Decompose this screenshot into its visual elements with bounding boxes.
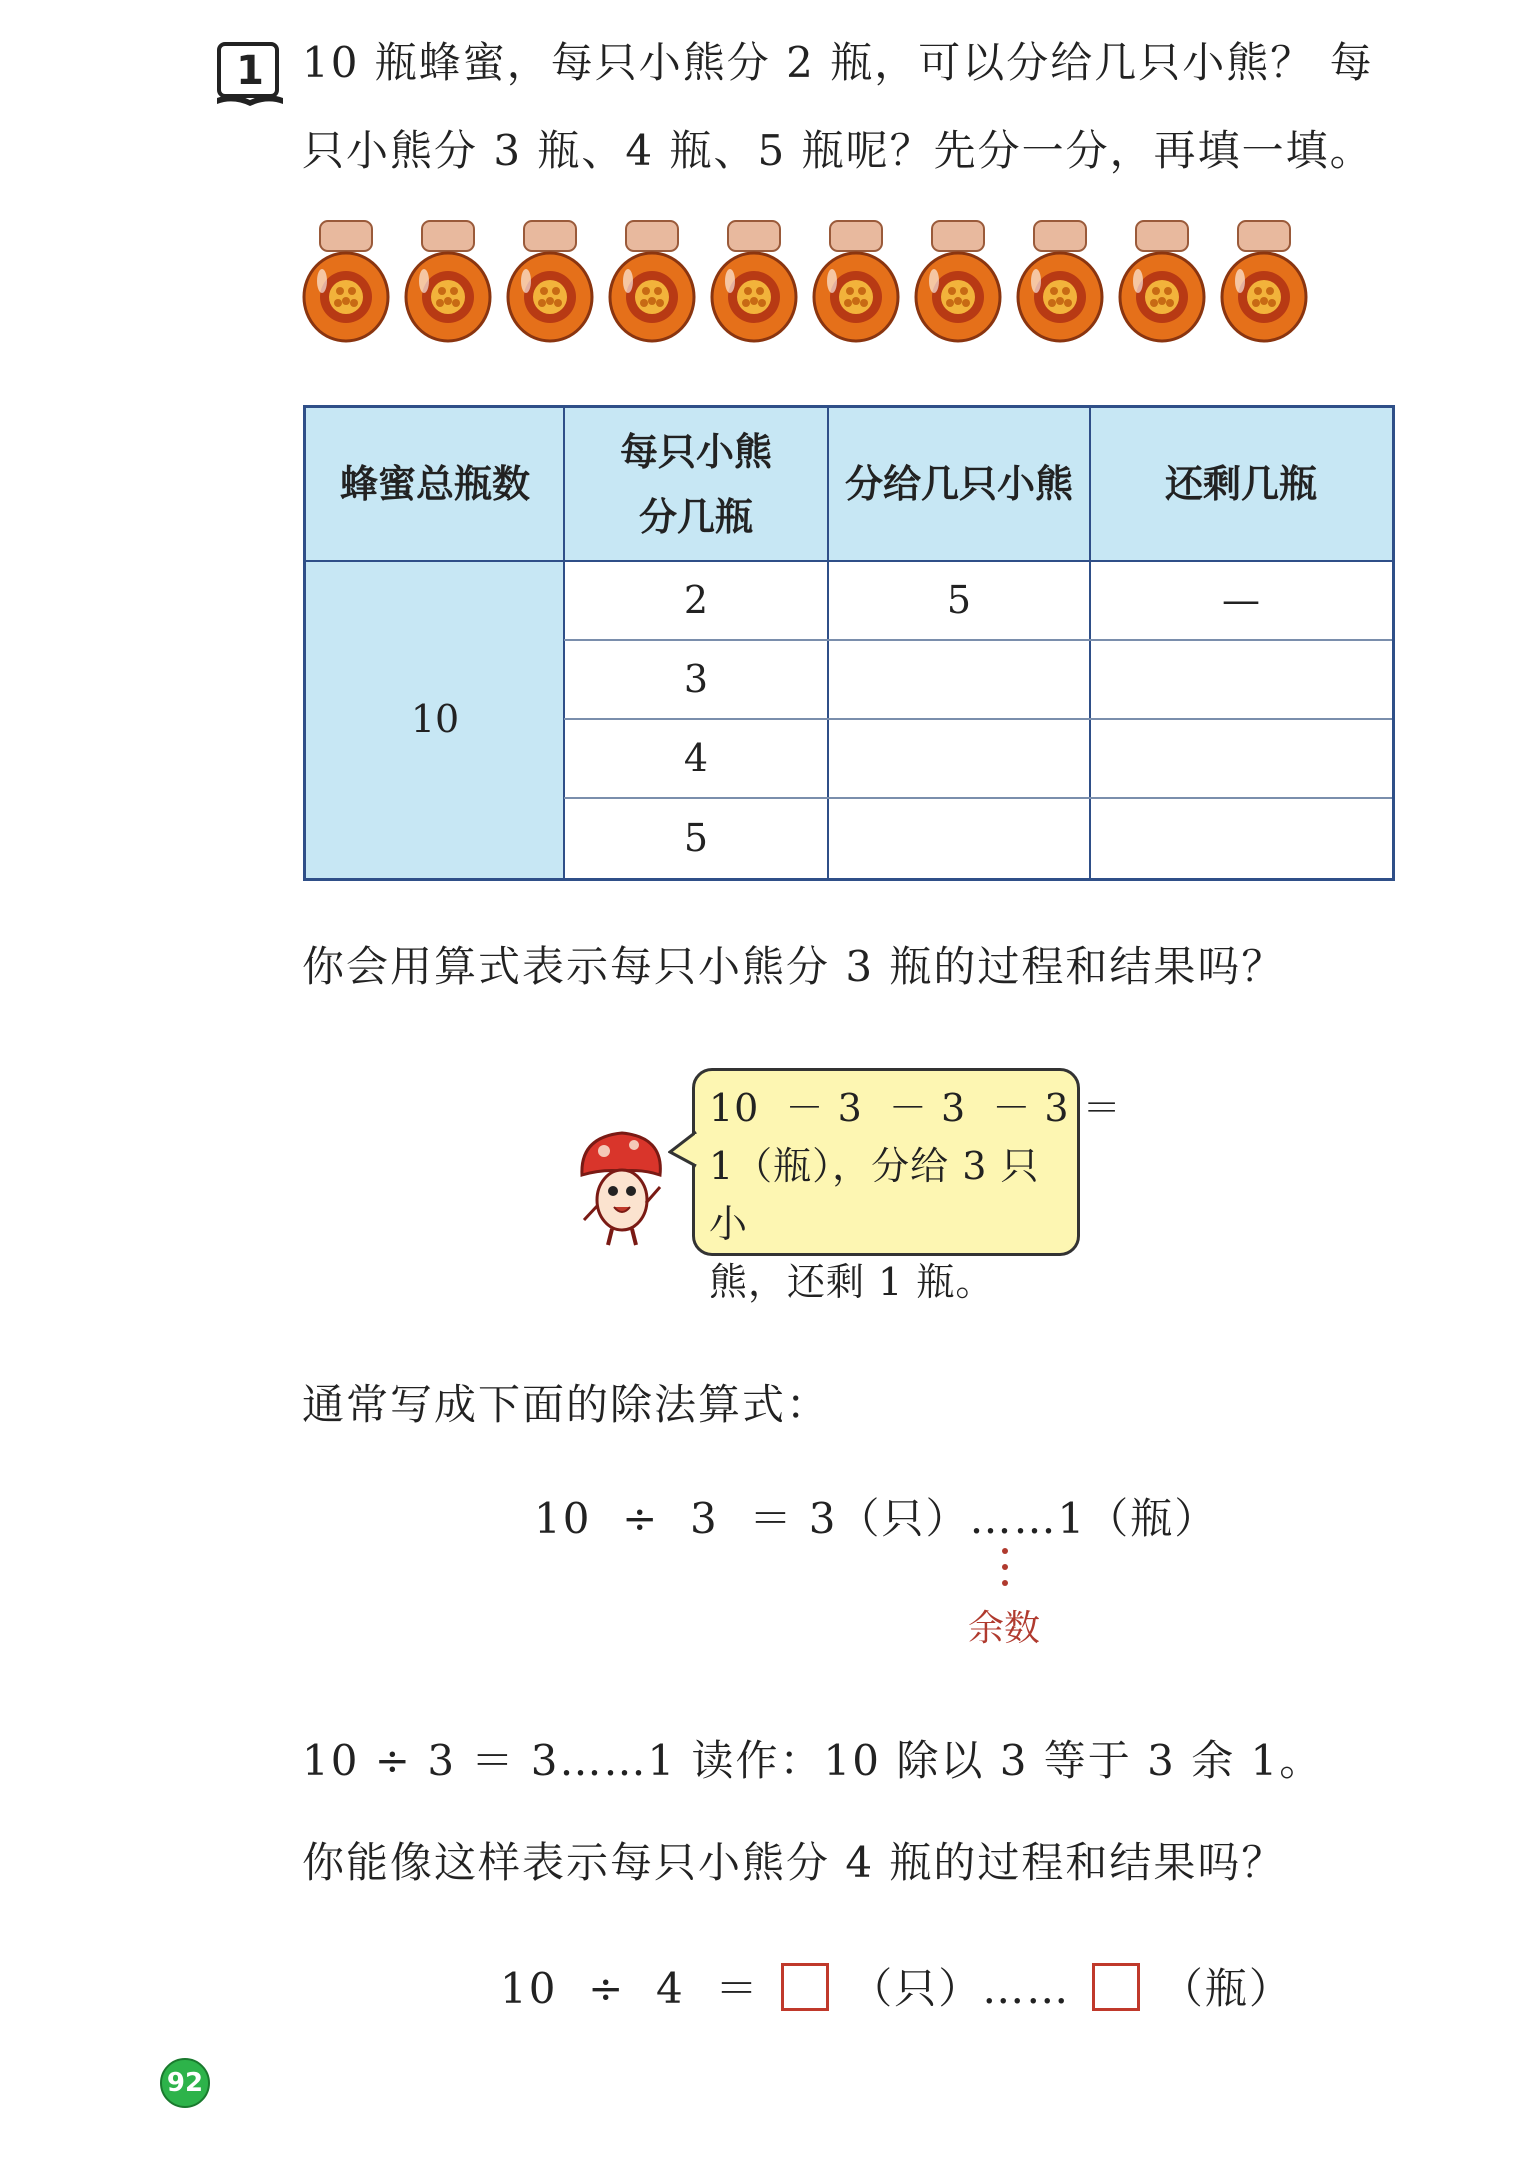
row-bears: 5 [946, 578, 972, 623]
equation-2-unit-1: （只）…… [850, 1964, 1071, 2013]
total-bottles-cell: 10 [306, 561, 564, 878]
bubble-line-3: 熊，还剩 1 瓶。 [709, 1260, 995, 1304]
answer-box-bears[interactable] [781, 1963, 829, 2011]
honey-jar-icon [1116, 215, 1208, 345]
row-bears-blank[interactable] [828, 719, 1090, 798]
honey-jar-icon [708, 215, 800, 345]
bubble-line-2: 1（瓶），分给 3 只小 [709, 1144, 1040, 1246]
row-per-bear: 4 [683, 736, 709, 781]
honey-jars [300, 215, 1360, 345]
remainder-label: 余数 [968, 1608, 1041, 1649]
division-equation: 10 ÷ 3 ＝ 3（只）……1（瓶） [534, 1494, 1219, 1543]
row-left-blank[interactable] [1090, 798, 1392, 878]
row-left: — [1222, 578, 1260, 623]
question-1: 你会用算式表示每只小熊分 3 瓶的过程和结果吗？ [302, 942, 1286, 991]
table-divider [564, 639, 1392, 641]
honey-jar-icon [300, 215, 392, 345]
honey-jar-icon [402, 215, 494, 345]
table-divider [306, 560, 1392, 562]
honey-jar-icon [810, 215, 902, 345]
bubble-tail [668, 1130, 698, 1170]
header-left: 还剩几瓶 [1090, 408, 1392, 561]
row-per-bear: 3 [683, 657, 709, 702]
honey-jar-icon [504, 215, 596, 345]
row-bears-blank[interactable] [828, 798, 1090, 878]
row-per-bear: 5 [683, 815, 709, 860]
question-2: 你能像这样表示每只小熊分 4 瓶的过程和结果吗？ [302, 1838, 1286, 1887]
row-left-blank[interactable] [1090, 719, 1392, 798]
remainder-dots [998, 1545, 1012, 1605]
row-per-bear: 2 [683, 578, 709, 623]
table-divider [564, 718, 1392, 720]
equation-2-unit-2: （瓶） [1160, 1964, 1293, 2013]
problem-line-1: 10 瓶蜂蜜，每只小熊分 2 瓶，可以分给几只小熊？ 每 [302, 38, 1374, 87]
header-bears: 分给几只小熊 [828, 408, 1090, 561]
mushroom-mascot-icon [572, 1125, 672, 1250]
row-left-blank[interactable] [1090, 640, 1392, 719]
honey-jar-icon [1218, 215, 1310, 345]
honey-jar-icon [1014, 215, 1106, 345]
table-divider [564, 797, 1392, 799]
answer-box-left[interactable] [1092, 1963, 1140, 2011]
problem-number-icon [215, 40, 285, 108]
honey-jar-icon [912, 215, 1004, 345]
division-table [303, 405, 1395, 881]
table-divider [1089, 408, 1091, 878]
equation-2 [500, 1956, 1293, 2016]
table-divider [563, 408, 565, 878]
problem-number: 1 [236, 48, 264, 94]
intro-text: 通常写成下面的除法算式： [302, 1380, 831, 1429]
page-number-badge: 92 [160, 2058, 210, 2108]
row-bears-blank[interactable] [828, 640, 1090, 719]
header-per-bear: 每只小熊 分几瓶 [564, 408, 828, 561]
honey-jar-icon [606, 215, 698, 345]
bubble-line-1: 10 － 3 － 3 － 3 ＝ [709, 1086, 1122, 1130]
table-divider [827, 408, 829, 878]
equation-2-left: 10 ÷ 4 ＝ [500, 1964, 760, 2013]
speech-bubble [692, 1068, 1122, 1304]
header-total: 蜂蜜总瓶数 [306, 408, 564, 561]
problem-line-2: 只小熊分 3 瓶、4 瓶、5 瓶呢？先分一分，再填一填。 [302, 126, 1374, 175]
reading-text: 10 ÷ 3 ＝ 3……1 读作：10 除以 3 等于 3 余 1。 [302, 1736, 1324, 1785]
